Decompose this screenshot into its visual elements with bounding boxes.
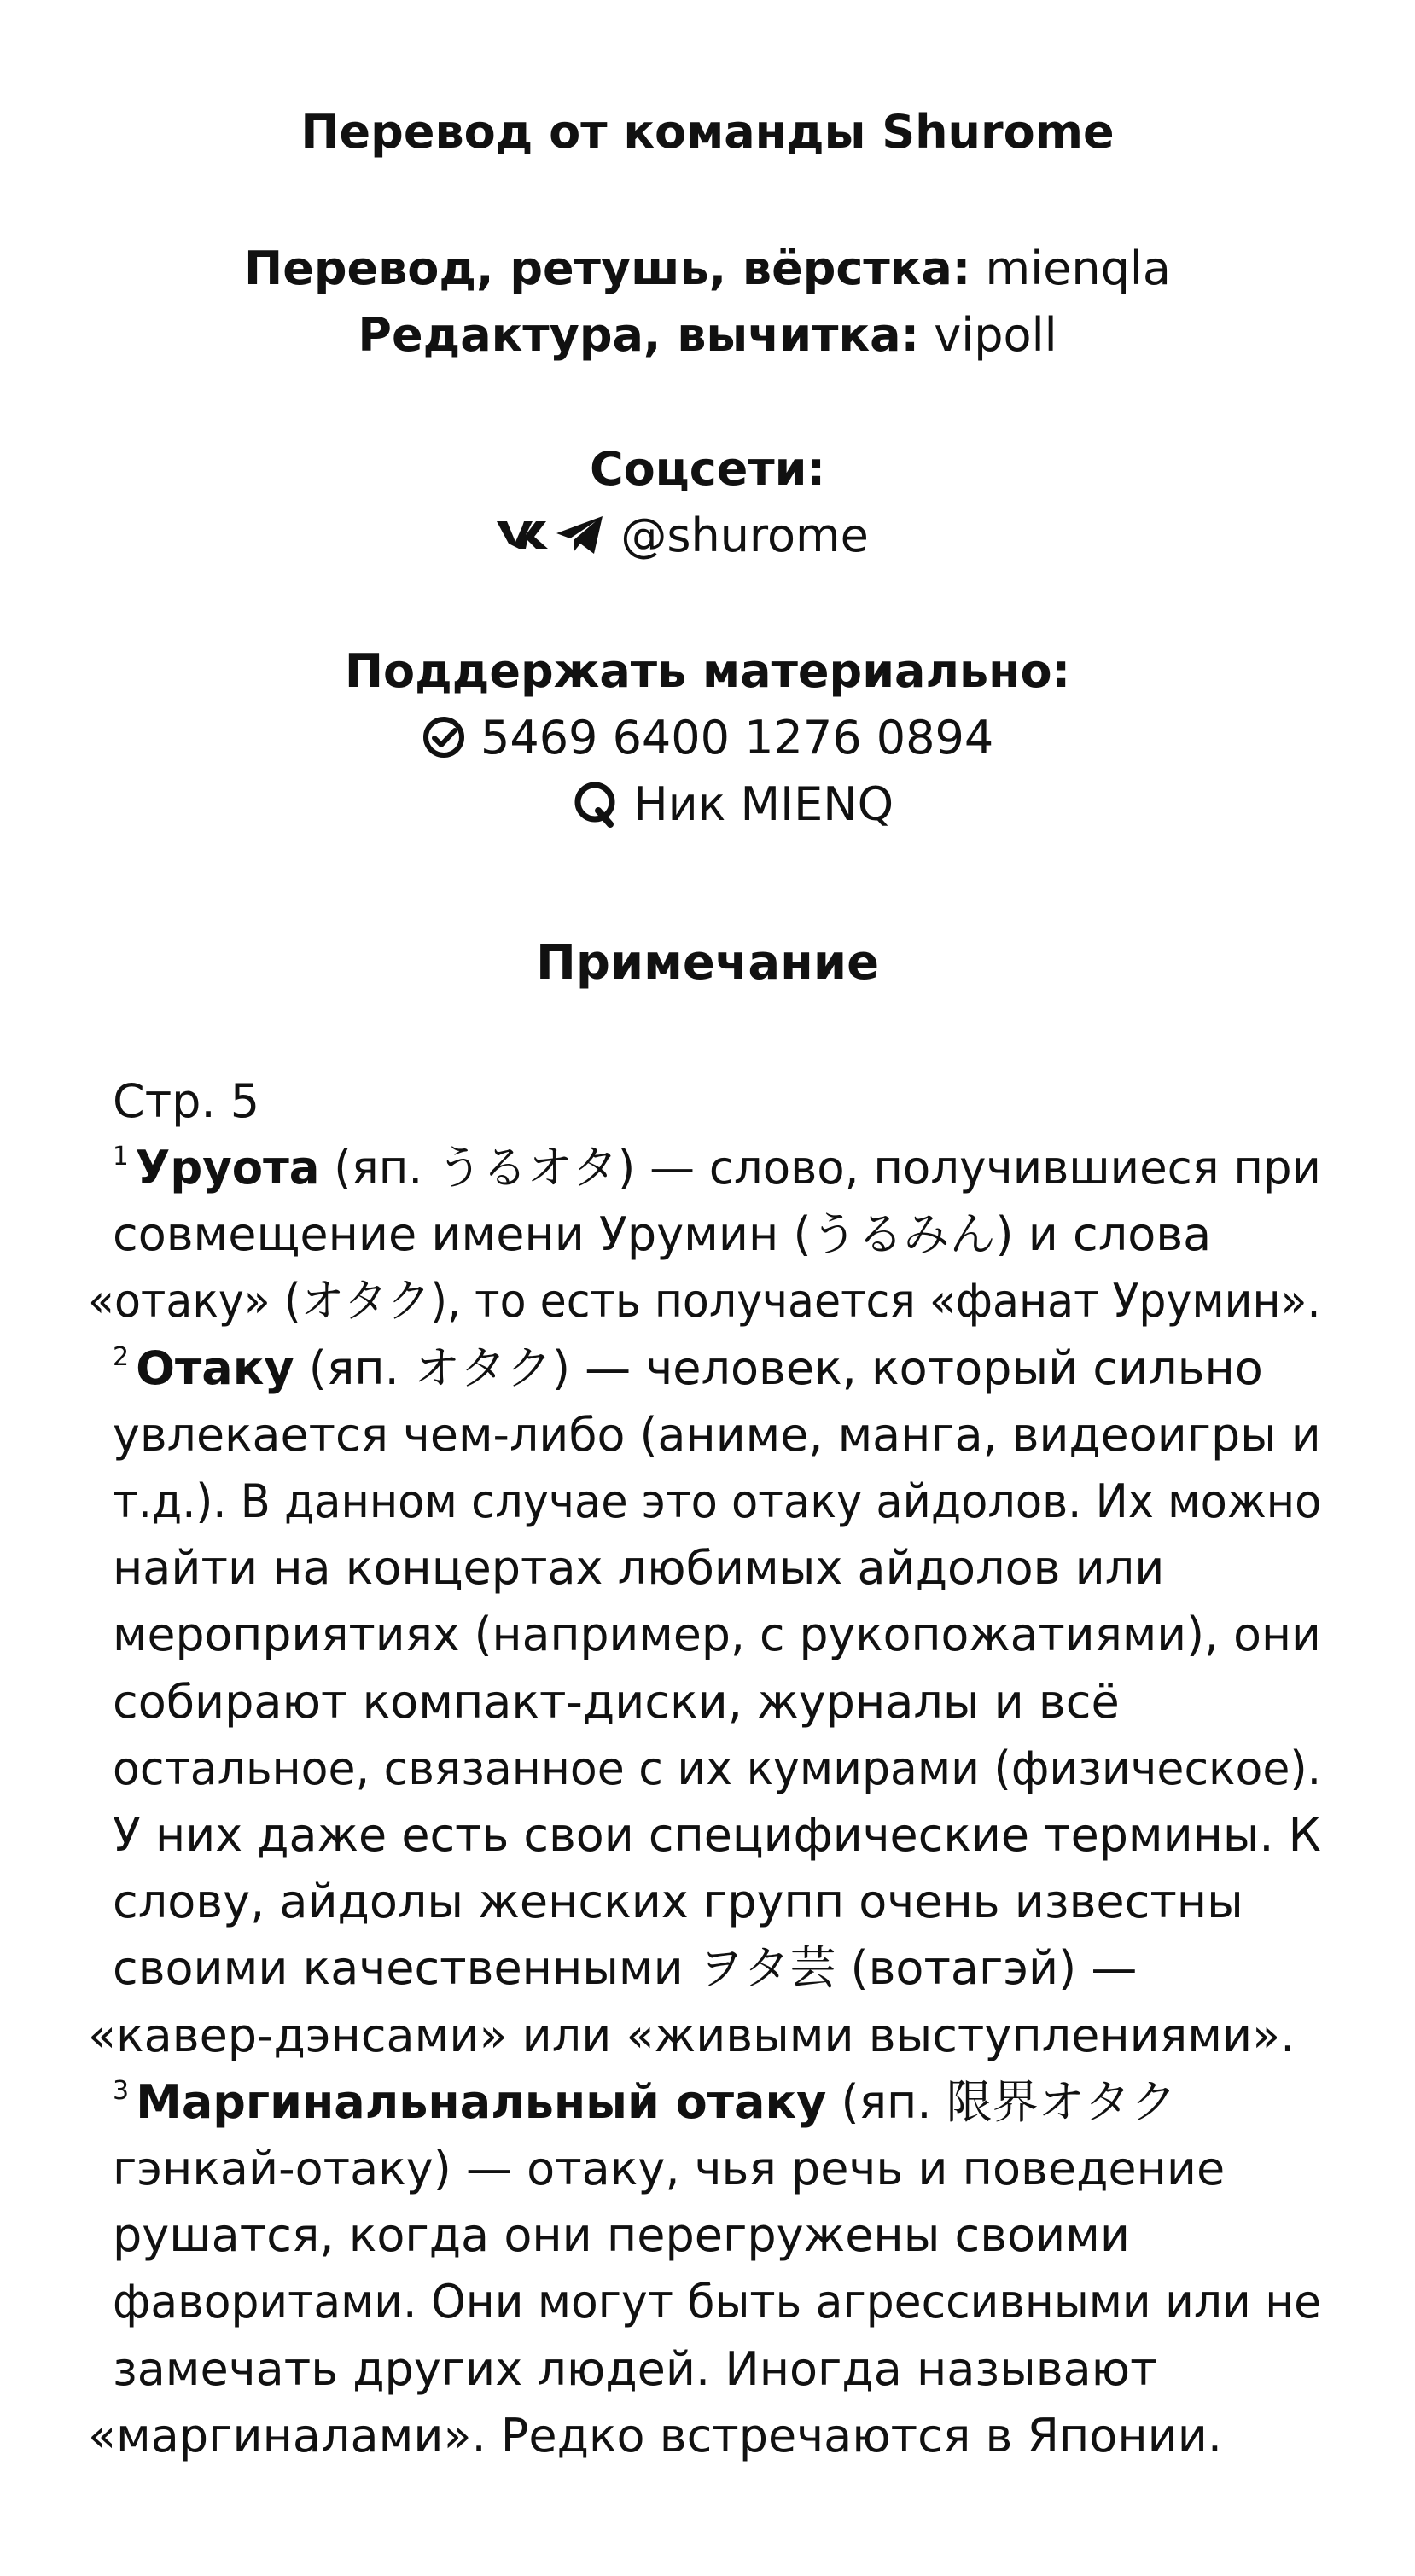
card-number: 5469 6400 1276 0894 [480,711,994,765]
note-line [113,2336,1157,2403]
social-handle: @shurome [620,509,869,562]
note-text: У них даже есть свои специфические термины. К [113,1808,1321,1862]
translation-value: mienqla [970,241,1171,295]
note-line [113,2202,1130,2269]
qiwi-icon [573,780,619,828]
note-line [113,1468,1321,1535]
footnote-number: 2 [113,1341,130,1372]
card-line [0,708,1415,768]
note-line [113,2136,1225,2202]
footnote-number: 1 [113,1142,129,1172]
note-line [88,2003,1295,2069]
note-text: «маргиналами». Редко встречаются в Японии. [88,2408,1222,2463]
note-text: фаворитами. Они могут быть агрессивными или не [113,2275,1322,2329]
team-title [0,102,1415,162]
note-line [113,2069,1177,2143]
translation-label: Перевод, ретушь, вёрстка: [244,241,971,295]
qiwi-nick: Ник MIENQ [633,777,894,831]
note-line [113,1201,1211,1268]
note-line [113,1669,1120,1736]
editing-value: vipoll [919,308,1057,362]
page-reference: Стр. 5 [113,1074,260,1128]
note-text: замечать других людей. Иногда называют [113,2341,1157,2396]
note-line [113,1935,1137,2002]
note-line [88,1268,1321,1335]
note-text: (яп. 限界オタク [826,2074,1177,2129]
note-text: совмещение имени Урумин (うるみん) и слова [113,1207,1212,1262]
note-text: мероприятиях (например, с рукопожатиями), они [113,1608,1321,1662]
note-text: собирают компакт-диски, журналы и всё [113,1674,1120,1729]
note-text: остальное, связанное с их кумирами (физическое). [113,1741,1322,1795]
note-line [113,1402,1321,1468]
vk-icon [495,518,555,552]
note-text: увлекается чем-либо (аниме, манга, видеоигры и [113,1407,1321,1462]
note-term: Маргинальнальный отаку [136,2074,827,2129]
note-line [113,1135,1321,1209]
note-text: гэнкай-отаку) — отаку, чья речь и поведение [113,2142,1226,2195]
team-name: Shurome [882,105,1115,159]
social-heading [0,439,1415,499]
note-line [113,2269,1321,2335]
note-line [113,1736,1321,1802]
note-text: (яп. うるオタ) — слово, получившиеся при [319,1141,1321,1195]
editing-label: Редактура, вычитка: [358,308,920,362]
note-line [113,1602,1321,1668]
support-heading [0,642,1415,701]
note-text: «отаку» (オタク), то есть получается «фанат Урумин». [88,1274,1321,1329]
support-label: Поддержать материально: [344,644,1071,698]
note-text: т.д.). В данном случае это отаку айдолов. Их можно [113,1474,1322,1528]
notes-heading: Примечание [535,935,880,991]
note-line [113,1335,1263,1410]
note-term: Уруота [135,1141,320,1195]
qiwi-line [26,775,1415,834]
editing-credit [0,305,1415,365]
team-title-prefix: Перевод от команды [300,105,882,159]
note-line [113,1535,1164,1602]
note-text: своими качественными ヲタ芸 (вотагэй) — [113,1941,1138,1996]
social-line [0,506,1389,566]
footnote-number: 3 [113,2075,130,2106]
note-term: Отаку [136,1340,294,1395]
translation-credit [0,239,1415,299]
social-label: Соцсети: [589,442,826,496]
note-line [113,1802,1321,1869]
note-text: слову, айдолы женских групп очень известны [113,1875,1243,1929]
note-line [88,2403,1222,2469]
note-line [113,1869,1243,1935]
note-text: (яп. オタク) — человек, который сильно [294,1340,1263,1395]
note-text: найти на концертах любимых айдолов или [113,1541,1165,1596]
card-check-icon [422,715,466,759]
note-text: «кавер-дэнсами» или «живыми выступлениями». [88,2008,1296,2062]
telegram-icon [555,515,606,555]
note-text: рушатся, когда они перегружены своими [113,2208,1131,2263]
